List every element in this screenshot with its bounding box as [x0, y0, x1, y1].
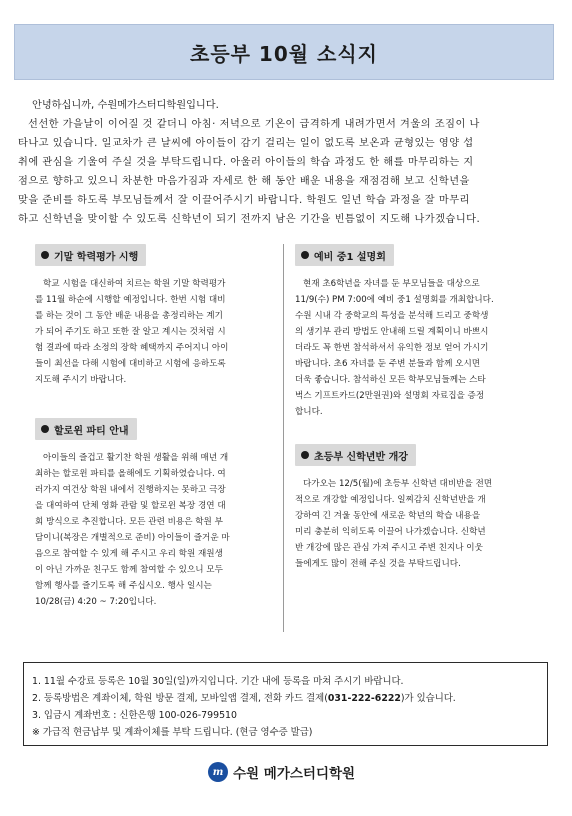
intro-greeting: 안녕하십니까, 수원메가스터디학원입니다.	[32, 100, 219, 111]
notice-line	[32, 690, 547, 707]
section-line: 음으로 참여할 수 있게 해 주시고 우리 학원 재원생	[35, 549, 223, 559]
section-line: 의 생기부 관리 방법도 안내해 드릴 계획이니 바쁘시	[295, 327, 489, 337]
section-line: 11/9(수) PM 7:00에 예비 중1 설명회를 개최합니다.	[295, 295, 494, 305]
intro-line: 타나고 있습니다. 일교차가 큰 날씨에 아이들이 감기 걸리는 일이 없도록 보온과 균형있는 영양 섭	[18, 138, 474, 149]
section-line: 를 11월 하순에 시행할 예정입니다. 한번 시험 대비	[35, 295, 226, 305]
section-heading	[35, 244, 146, 266]
section-heading-label: 기말 학력평가 시행	[54, 251, 139, 263]
notice-line: ※ 가급적 현금납부 및 계좌이체를 부탁 드립니다. (현금 영수증 발급)	[32, 727, 313, 738]
bullet-icon	[41, 251, 49, 259]
section-briefing	[295, 244, 541, 420]
section-line: 최하는 할로윈 파티를 올해에도 기획하였습니다. 여	[35, 469, 226, 479]
section-line: 험 결과에 따라 소정의 장학 혜택까지 주어지니 아이	[35, 343, 229, 353]
notice-line: 1. 11월 수강료 등록은 10월 30일(일)까지입니다. 기간 내에 등록을 마쳐 주시기 바랍니다.	[32, 676, 404, 687]
logo-text: 수원 메가스터디학원	[233, 766, 356, 782]
megastudy-logo-icon: m	[208, 762, 228, 782]
section-halloween	[35, 418, 281, 610]
section-line: 수원 시내 각 중학교의 특성을 분석해 드리고 중학생	[295, 311, 489, 321]
notice-line: 3. 입금시 계좌번호 : 신한은행 100-026-799510	[32, 710, 237, 721]
notice-text: 2. 등록방법은 계좌이체, 학원 방문 결제, 모바일앱 결제, 전화 카드 결제(	[32, 693, 328, 704]
section-line: 들이 최선을 다해 시험에 대비하고 시험에 응하도록	[35, 359, 226, 369]
page-title: 초등부 10월 소식지	[190, 41, 378, 66]
notice-text: )가 있습니다.	[400, 693, 456, 704]
section-line: 반 개강에 많은 관심 가져 주시고 주변 친지나 이웃	[295, 543, 483, 553]
intro-paragraph	[18, 96, 550, 229]
intro-line: 맞을 준비를 하도록 부모님들께서 잘 이끌어주시기 바랍니다. 학원도 일년 학습 과정을 잘 마무리	[18, 195, 470, 206]
section-new-term	[295, 444, 541, 572]
section-line: 다가오는 12/5(월)에 초등부 신학년 대비반을 전면	[303, 479, 493, 489]
right-column	[295, 244, 541, 572]
section-heading-label: 초등부 신학년반 개강	[314, 451, 408, 463]
intro-line: 하고 신학년을 맞이할 수 있도록 신학년이 되기 전까지 남은 기간을 빈틈없이 지도해 나가겠습니다.	[18, 214, 481, 225]
section-line: 바랍니다. 초6 자녀를 둔 주변 분들과 함께 오시면	[295, 359, 481, 369]
intro-line: 취에 관심을 기울여 주실 것을 부탁드립니다. 아울러 아이들의 학습 과정도 한 해를 마무리하는 지	[18, 157, 474, 168]
section-line: 현재 초6학년을 자녀를 둔 부모님들을 대상으로	[303, 279, 480, 289]
section-line: 합니다.	[295, 407, 323, 417]
section-body	[295, 276, 541, 420]
bullet-icon	[41, 425, 49, 433]
section-line: 적으로 개강할 예정입니다. 일찌감치 신학년반을 개	[295, 495, 486, 505]
section-line: 미리 충분히 익히도록 이끌어 나가겠습니다. 신학년	[295, 527, 486, 537]
section-line: 가 되어 주기도 하고 또한 잘 알고 계시는 것처럼 시	[35, 327, 226, 337]
section-line: 더라도 꼭 한번 참석하셔서 유익한 정보 얻어 가시기	[295, 343, 489, 353]
section-line: 학교 시험을 대신하여 치르는 학원 기말 학력평가	[43, 279, 226, 289]
section-line: 아이들의 즐겁고 활기찬 학원 생활을 위해 매년 개	[43, 453, 229, 463]
section-line: 10/28(금) 4:20 ~ 7:20입니다.	[35, 597, 157, 607]
left-column	[35, 244, 281, 610]
section-heading	[295, 444, 416, 466]
section-line: 을 대여하여 단체 영화 관람 및 할로윈 복장 경연 대	[35, 501, 226, 511]
section-line: 들에게도 많이 전해 주실 것을 부탁드립니다.	[295, 559, 461, 569]
section-line: 더욱 좋습니다. 참석하신 모든 학부모님들께는 스타	[295, 375, 486, 385]
section-body	[35, 276, 281, 388]
section-line: 이 아닌 가까운 친구도 함께 참여할 수 있으니 모두	[35, 565, 223, 575]
section-line: 회 방식으로 추진합니다. 모든 관련 비용은 학원 부	[35, 517, 223, 527]
section-line: 함께 행사를 즐기도록 해 주십시오. 행사 일시는	[35, 581, 212, 591]
section-line: 벅스 기프트카드(2만원권)와 설명회 자료집을 증정	[295, 391, 485, 401]
section-line: 를 하는 것이 그 동안 배운 내용을 총정리하는 계기	[35, 311, 223, 321]
bullet-icon	[301, 451, 309, 459]
section-body	[35, 450, 281, 610]
title-banner	[14, 24, 554, 80]
section-line: 담이니(복장은 개별적으로 준비) 아이들이 즐거운 마	[35, 533, 230, 543]
section-line: 강하여 긴 겨울 동안에 새로운 학년의 학습 내용을	[295, 511, 481, 521]
section-body	[295, 476, 541, 572]
section-heading	[35, 418, 137, 440]
section-line: 러가지 여건상 학원 내에서 진행하지는 못하고 극장	[35, 485, 226, 495]
intro-line: 선선한 가을날이 이어질 것 같더니 아침· 저녁으로 기온이 급격하게 내려가면서 겨울의 조짐이 나	[28, 119, 480, 130]
bullet-icon	[301, 251, 309, 259]
intro-line: 점으로 향하고 있으니 차분한 마음가짐과 자세로 한 해 동안 배운 내용을 재점검해 보고 신학년을	[18, 176, 470, 187]
section-line: 지도해 주시기 바랍니다.	[35, 375, 127, 385]
notice-box	[23, 662, 548, 746]
footer-logo	[208, 762, 355, 782]
phone-number: 031-222-6222	[327, 693, 401, 704]
section-heading-label: 예비 중1 설명회	[314, 251, 386, 263]
column-divider	[283, 244, 284, 632]
section-final-exam	[35, 244, 281, 388]
section-heading-label: 할로윈 파티 안내	[54, 425, 129, 437]
section-heading	[295, 244, 394, 266]
